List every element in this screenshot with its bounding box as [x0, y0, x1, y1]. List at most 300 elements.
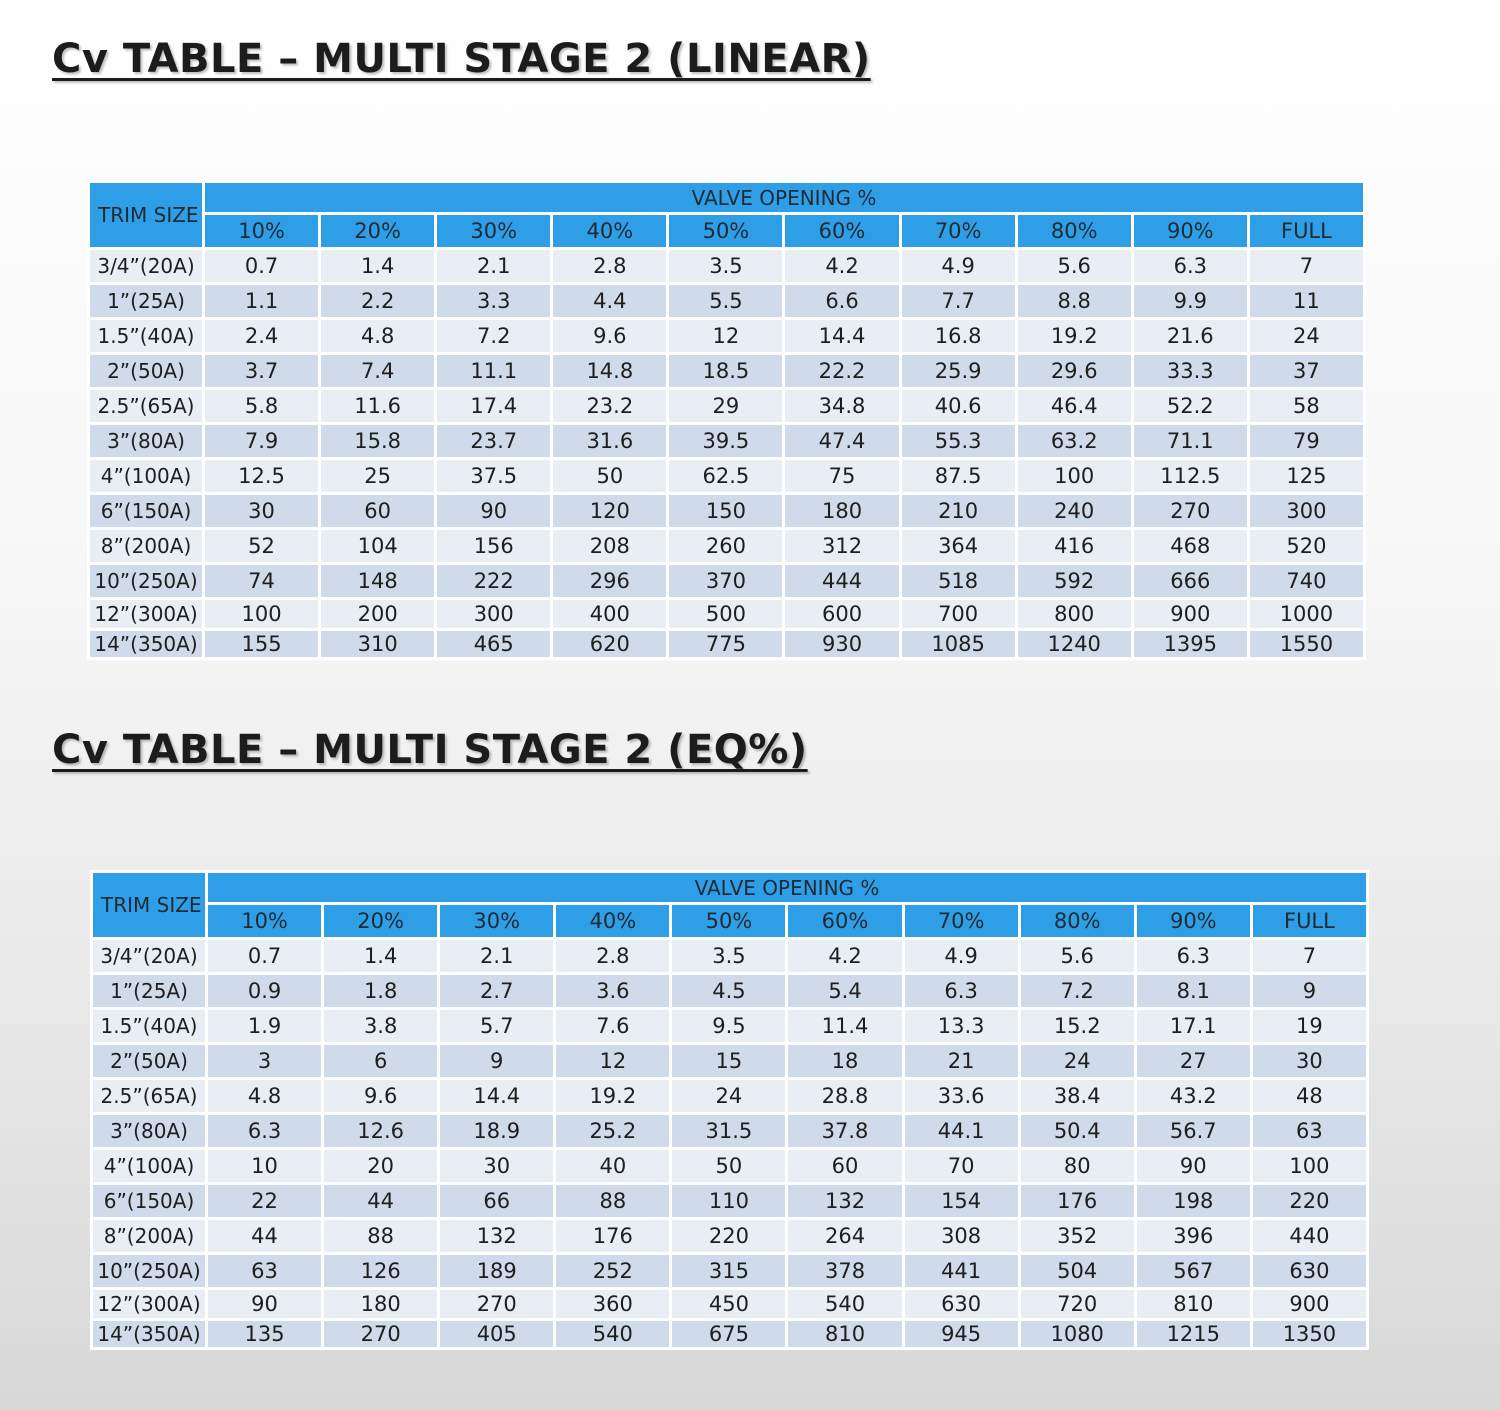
cv-value-cell: 23.7 — [437, 425, 550, 457]
cv-value-cell: 7.2 — [437, 320, 550, 352]
table-row — [90, 460, 1363, 492]
column-header: 70% — [905, 905, 1018, 937]
column-header: 50% — [672, 905, 785, 937]
cv-value-cell: 24 — [1250, 320, 1363, 352]
column-header: 90% — [1134, 215, 1247, 247]
trim-size-cell: 8”(200A) — [90, 530, 202, 562]
cv-value-cell: 440 — [1253, 1220, 1366, 1252]
cv-value-cell: 4.4 — [553, 285, 666, 317]
cv-value-cell: 25 — [321, 460, 434, 492]
cv-value-cell: 46.4 — [1018, 390, 1131, 422]
column-header: 40% — [553, 215, 666, 247]
cv-value-cell: 312 — [785, 530, 898, 562]
trim-size-cell: 12”(300A) — [90, 600, 202, 628]
cv-value-cell: 60 — [788, 1150, 901, 1182]
cv-value-cell: 34.8 — [785, 390, 898, 422]
cv-value-cell: 126 — [324, 1255, 437, 1287]
cv-value-cell: 56.7 — [1137, 1115, 1250, 1147]
cv-value-cell: 27 — [1137, 1045, 1250, 1077]
trim-size-cell: 2.5”(65A) — [90, 390, 202, 422]
cv-value-cell: 3 — [208, 1045, 321, 1077]
cv-value-cell: 567 — [1137, 1255, 1250, 1287]
cv-value-cell: 504 — [1021, 1255, 1134, 1287]
cv-value-cell: 1.4 — [321, 250, 434, 282]
column-header: 90% — [1137, 905, 1250, 937]
cv-value-cell: 12 — [556, 1045, 669, 1077]
cv-value-cell: 18 — [788, 1045, 901, 1077]
cv-value-cell: 22 — [208, 1185, 321, 1217]
table-row — [93, 940, 1366, 972]
cv-value-cell: 1215 — [1137, 1321, 1250, 1347]
cv-value-cell: 600 — [785, 600, 898, 628]
table-row — [93, 1220, 1366, 1252]
cv-value-cell: 15 — [672, 1045, 785, 1077]
cv-value-cell: 198 — [1137, 1185, 1250, 1217]
cv-value-cell: 100 — [1018, 460, 1131, 492]
cv-value-cell: 31.6 — [553, 425, 666, 457]
cv-value-cell: 15.8 — [321, 425, 434, 457]
cv-value-cell: 14.4 — [785, 320, 898, 352]
cv-value-cell: 7 — [1253, 940, 1366, 972]
cv-value-cell: 63 — [208, 1255, 321, 1287]
cv-value-cell: 43.2 — [1137, 1080, 1250, 1112]
cv-value-cell: 37.5 — [437, 460, 550, 492]
cv-value-cell: 21.6 — [1134, 320, 1247, 352]
cv-value-cell: 58 — [1250, 390, 1363, 422]
valve-opening-header: VALVE OPENING % — [205, 183, 1363, 212]
cv-value-cell: 270 — [1134, 495, 1247, 527]
cv-value-cell: 1.9 — [208, 1010, 321, 1042]
cv-value-cell: 66 — [440, 1185, 553, 1217]
cv-value-cell: 25.9 — [902, 355, 1015, 387]
cv-value-cell: 7.4 — [321, 355, 434, 387]
cv-value-cell: 28.8 — [788, 1080, 901, 1112]
cv-value-cell: 125 — [1250, 460, 1363, 492]
cv-value-cell: 468 — [1134, 530, 1247, 562]
cv-value-cell: 775 — [669, 631, 782, 657]
cv-value-cell: 90 — [437, 495, 550, 527]
cv-value-cell: 4.5 — [672, 975, 785, 1007]
trim-size-cell: 10”(250A) — [90, 565, 202, 597]
cv-value-cell: 7.6 — [556, 1010, 669, 1042]
cv-value-cell: 200 — [321, 600, 434, 628]
table-row — [90, 631, 1363, 657]
cv-value-cell: 6.3 — [208, 1115, 321, 1147]
cv-value-cell: 156 — [437, 530, 550, 562]
cv-value-cell: 16.8 — [902, 320, 1015, 352]
cv-value-cell: 12.5 — [205, 460, 318, 492]
cv-value-cell: 800 — [1018, 600, 1131, 628]
cv-value-cell: 900 — [1253, 1290, 1366, 1318]
cv-value-cell: 810 — [1137, 1290, 1250, 1318]
cv-value-cell: 518 — [902, 565, 1015, 597]
cv-value-cell: 315 — [672, 1255, 785, 1287]
cv-value-cell: 444 — [785, 565, 898, 597]
cv-value-cell: 90 — [1137, 1150, 1250, 1182]
cv-value-cell: 1080 — [1021, 1321, 1134, 1347]
cv-value-cell: 132 — [440, 1220, 553, 1252]
cv-value-cell: 79 — [1250, 425, 1363, 457]
cv-value-cell: 5.5 — [669, 285, 782, 317]
table-row — [93, 1080, 1366, 1112]
cv-table-eq — [90, 870, 1369, 1350]
cv-value-cell: 5.7 — [440, 1010, 553, 1042]
cv-value-cell: 19.2 — [556, 1080, 669, 1112]
cv-value-cell: 7.9 — [205, 425, 318, 457]
cv-value-cell: 29.6 — [1018, 355, 1131, 387]
cv-value-cell: 120 — [553, 495, 666, 527]
cv-value-cell: 520 — [1250, 530, 1363, 562]
cv-value-cell: 396 — [1137, 1220, 1250, 1252]
cv-value-cell: 22.2 — [785, 355, 898, 387]
column-header: 60% — [785, 215, 898, 247]
trim-size-header: TRIM SIZE — [90, 183, 202, 247]
cv-value-cell: 148 — [321, 565, 434, 597]
cv-value-cell: 132 — [788, 1185, 901, 1217]
cv-value-cell: 44.1 — [905, 1115, 1018, 1147]
trim-size-header: TRIM SIZE — [93, 873, 205, 937]
cv-value-cell: 5.6 — [1021, 940, 1134, 972]
column-header: 50% — [669, 215, 782, 247]
cv-value-cell: 9.5 — [672, 1010, 785, 1042]
cv-value-cell: 260 — [669, 530, 782, 562]
column-header: 20% — [321, 215, 434, 247]
cv-value-cell: 62.5 — [669, 460, 782, 492]
cv-value-cell: 2.1 — [437, 250, 550, 282]
trim-size-cell: 1”(25A) — [90, 285, 202, 317]
cv-value-cell: 70 — [905, 1150, 1018, 1182]
cv-value-cell: 270 — [440, 1290, 553, 1318]
cv-value-cell: 9 — [1253, 975, 1366, 1007]
cv-value-cell: 0.7 — [205, 250, 318, 282]
table-title-linear: Cv TABLE – MULTI STAGE 2 (LINEAR) — [52, 36, 871, 82]
cv-value-cell: 630 — [1253, 1255, 1366, 1287]
cv-value-cell: 1.8 — [324, 975, 437, 1007]
cv-value-cell: 20 — [324, 1150, 437, 1182]
cv-value-cell: 50 — [672, 1150, 785, 1182]
cv-value-cell: 945 — [905, 1321, 1018, 1347]
cv-value-cell: 14.4 — [440, 1080, 553, 1112]
cv-value-cell: 4.8 — [321, 320, 434, 352]
table-row — [90, 530, 1363, 562]
cv-value-cell: 4.9 — [902, 250, 1015, 282]
cv-value-cell: 37 — [1250, 355, 1363, 387]
trim-size-cell: 1.5”(40A) — [93, 1010, 205, 1042]
cv-value-cell: 930 — [785, 631, 898, 657]
cv-value-cell: 6.3 — [1134, 250, 1247, 282]
cv-value-cell: 220 — [1253, 1185, 1366, 1217]
cv-value-cell: 3.5 — [672, 940, 785, 972]
cv-value-cell: 416 — [1018, 530, 1131, 562]
cv-value-cell: 87.5 — [902, 460, 1015, 492]
cv-value-cell: 3.6 — [556, 975, 669, 1007]
cv-value-cell: 4.2 — [788, 940, 901, 972]
cv-value-cell: 100 — [205, 600, 318, 628]
cv-value-cell: 154 — [905, 1185, 1018, 1217]
cv-value-cell: 900 — [1134, 600, 1247, 628]
cv-value-cell: 33.6 — [905, 1080, 1018, 1112]
cv-value-cell: 25.2 — [556, 1115, 669, 1147]
cv-value-cell: 0.7 — [208, 940, 321, 972]
cv-value-cell: 37.8 — [788, 1115, 901, 1147]
cv-value-cell: 24 — [672, 1080, 785, 1112]
cv-value-cell: 112.5 — [1134, 460, 1247, 492]
cv-value-cell: 264 — [788, 1220, 901, 1252]
table-row — [90, 390, 1363, 422]
cv-value-cell: 2.2 — [321, 285, 434, 317]
trim-size-cell: 4”(100A) — [93, 1150, 205, 1182]
cv-value-cell: 30 — [440, 1150, 553, 1182]
cv-value-cell: 52.2 — [1134, 390, 1247, 422]
cv-value-cell: 252 — [556, 1255, 669, 1287]
table-row — [90, 425, 1363, 457]
table-row — [93, 1045, 1366, 1077]
cv-value-cell: 441 — [905, 1255, 1018, 1287]
cv-value-cell: 3.3 — [437, 285, 550, 317]
cv-value-cell: 30 — [1253, 1045, 1366, 1077]
cv-value-cell: 18.5 — [669, 355, 782, 387]
cv-value-cell: 155 — [205, 631, 318, 657]
cv-value-cell: 240 — [1018, 495, 1131, 527]
table-row — [93, 1321, 1366, 1347]
cv-value-cell: 75 — [785, 460, 898, 492]
cv-value-cell: 23.2 — [553, 390, 666, 422]
cv-value-cell: 15.2 — [1021, 1010, 1134, 1042]
trim-size-cell: 4”(100A) — [90, 460, 202, 492]
cv-value-cell: 11.4 — [788, 1010, 901, 1042]
cv-value-cell: 1350 — [1253, 1321, 1366, 1347]
cv-value-cell: 12.6 — [324, 1115, 437, 1147]
cv-value-cell: 90 — [208, 1290, 321, 1318]
cv-value-cell: 176 — [556, 1220, 669, 1252]
cv-value-cell: 80 — [1021, 1150, 1134, 1182]
cv-value-cell: 11.6 — [321, 390, 434, 422]
cv-value-cell: 33.3 — [1134, 355, 1247, 387]
table-row — [93, 1115, 1366, 1147]
cv-value-cell: 10 — [208, 1150, 321, 1182]
column-header: 30% — [440, 905, 553, 937]
cv-value-cell: 29 — [669, 390, 782, 422]
cv-value-cell: 4.9 — [905, 940, 1018, 972]
cv-value-cell: 18.9 — [440, 1115, 553, 1147]
cv-value-cell: 1550 — [1250, 631, 1363, 657]
cv-value-cell: 11 — [1250, 285, 1363, 317]
cv-value-cell: 270 — [324, 1321, 437, 1347]
cv-value-cell: 2.8 — [556, 940, 669, 972]
cv-value-cell: 5.6 — [1018, 250, 1131, 282]
cv-value-cell: 88 — [556, 1185, 669, 1217]
trim-size-cell: 1.5”(40A) — [90, 320, 202, 352]
cv-value-cell: 9.6 — [553, 320, 666, 352]
cv-value-cell: 2.8 — [553, 250, 666, 282]
cv-value-cell: 13.3 — [905, 1010, 1018, 1042]
cv-value-cell: 52 — [205, 530, 318, 562]
valve-opening-header: VALVE OPENING % — [208, 873, 1366, 902]
table-row — [93, 1290, 1366, 1318]
cv-value-cell: 364 — [902, 530, 1015, 562]
trim-size-cell: 2”(50A) — [90, 355, 202, 387]
cv-value-cell: 60 — [321, 495, 434, 527]
cv-value-cell: 210 — [902, 495, 1015, 527]
cv-value-cell: 308 — [905, 1220, 1018, 1252]
cv-value-cell: 180 — [324, 1290, 437, 1318]
cv-value-cell: 1.1 — [205, 285, 318, 317]
cv-value-cell: 9.6 — [324, 1080, 437, 1112]
cv-value-cell: 1395 — [1134, 631, 1247, 657]
cv-value-cell: 370 — [669, 565, 782, 597]
cv-value-cell: 592 — [1018, 565, 1131, 597]
cv-value-cell: 310 — [321, 631, 434, 657]
cv-value-cell: 8.8 — [1018, 285, 1131, 317]
cv-value-cell: 500 — [669, 600, 782, 628]
table-row — [90, 565, 1363, 597]
cv-value-cell: 17.1 — [1137, 1010, 1250, 1042]
column-header: 30% — [437, 215, 550, 247]
cv-value-cell: 4.8 — [208, 1080, 321, 1112]
cv-value-cell: 3.8 — [324, 1010, 437, 1042]
cv-value-cell: 30 — [205, 495, 318, 527]
cv-value-cell: 19 — [1253, 1010, 1366, 1042]
cv-value-cell: 465 — [437, 631, 550, 657]
cv-value-cell: 296 — [553, 565, 666, 597]
cv-value-cell: 1240 — [1018, 631, 1131, 657]
trim-size-cell: 12”(300A) — [93, 1290, 205, 1318]
cv-value-cell: 17.4 — [437, 390, 550, 422]
cv-value-cell: 1085 — [902, 631, 1015, 657]
cv-value-cell: 74 — [205, 565, 318, 597]
cv-value-cell: 44 — [208, 1220, 321, 1252]
trim-size-cell: 14”(350A) — [93, 1321, 205, 1347]
cv-value-cell: 63 — [1253, 1115, 1366, 1147]
cv-value-cell: 21 — [905, 1045, 1018, 1077]
cv-value-cell: 8.1 — [1137, 975, 1250, 1007]
column-header: 10% — [205, 215, 318, 247]
trim-size-cell: 2”(50A) — [93, 1045, 205, 1077]
column-header: 40% — [556, 905, 669, 937]
cv-value-cell: 6.3 — [1137, 940, 1250, 972]
cv-value-cell: 2.1 — [440, 940, 553, 972]
cv-value-cell: 300 — [437, 600, 550, 628]
cv-value-cell: 19.2 — [1018, 320, 1131, 352]
table-row — [93, 1185, 1366, 1217]
trim-size-cell: 8”(200A) — [93, 1220, 205, 1252]
cv-value-cell: 360 — [556, 1290, 669, 1318]
trim-size-cell: 3”(80A) — [90, 425, 202, 457]
cv-value-cell: 300 — [1250, 495, 1363, 527]
cv-value-cell: 50.4 — [1021, 1115, 1134, 1147]
trim-size-cell: 3”(80A) — [93, 1115, 205, 1147]
column-header: 70% — [902, 215, 1015, 247]
trim-size-cell: 10”(250A) — [93, 1255, 205, 1287]
cv-value-cell: 24 — [1021, 1045, 1134, 1077]
cv-value-cell: 700 — [902, 600, 1015, 628]
cv-value-cell: 5.8 — [205, 390, 318, 422]
column-header: 60% — [788, 905, 901, 937]
cv-value-cell: 176 — [1021, 1185, 1134, 1217]
column-header: 80% — [1018, 215, 1131, 247]
cv-value-cell: 31.5 — [672, 1115, 785, 1147]
table-row — [93, 1150, 1366, 1182]
cv-value-cell: 666 — [1134, 565, 1247, 597]
column-header: 80% — [1021, 905, 1134, 937]
cv-value-cell: 180 — [785, 495, 898, 527]
cv-value-cell: 14.8 — [553, 355, 666, 387]
cv-value-cell: 150 — [669, 495, 782, 527]
cv-value-cell: 352 — [1021, 1220, 1134, 1252]
cv-value-cell: 222 — [437, 565, 550, 597]
trim-size-cell: 2.5”(65A) — [93, 1080, 205, 1112]
column-header: FULL — [1250, 215, 1363, 247]
cv-value-cell: 40 — [556, 1150, 669, 1182]
cv-value-cell: 1.4 — [324, 940, 437, 972]
cv-value-cell: 1000 — [1250, 600, 1363, 628]
cv-value-cell: 3.7 — [205, 355, 318, 387]
cv-value-cell: 450 — [672, 1290, 785, 1318]
cv-value-cell: 71.1 — [1134, 425, 1247, 457]
cv-value-cell: 135 — [208, 1321, 321, 1347]
cv-value-cell: 39.5 — [669, 425, 782, 457]
table-row — [93, 1255, 1366, 1287]
cv-value-cell: 540 — [788, 1290, 901, 1318]
cv-value-cell: 6.3 — [905, 975, 1018, 1007]
cv-value-cell: 50 — [553, 460, 666, 492]
cv-value-cell: 100 — [1253, 1150, 1366, 1182]
cv-value-cell: 4.2 — [785, 250, 898, 282]
cv-value-cell: 7 — [1250, 250, 1363, 282]
cv-value-cell: 400 — [553, 600, 666, 628]
cv-value-cell: 7.2 — [1021, 975, 1134, 1007]
table-row — [90, 250, 1363, 282]
cv-value-cell: 44 — [324, 1185, 437, 1217]
cv-value-cell: 620 — [553, 631, 666, 657]
trim-size-cell: 1”(25A) — [93, 975, 205, 1007]
cv-value-cell: 810 — [788, 1321, 901, 1347]
cv-value-cell: 2.7 — [440, 975, 553, 1007]
table-row — [90, 320, 1363, 352]
trim-size-cell: 6”(150A) — [90, 495, 202, 527]
trim-size-cell: 3/4”(20A) — [93, 940, 205, 972]
table-row — [93, 975, 1366, 1007]
cv-value-cell: 88 — [324, 1220, 437, 1252]
table-title-eq: Cv TABLE – MULTI STAGE 2 (EQ%) — [52, 727, 808, 773]
cv-value-cell: 63.2 — [1018, 425, 1131, 457]
cv-value-cell: 47.4 — [785, 425, 898, 457]
trim-size-cell: 6”(150A) — [93, 1185, 205, 1217]
cv-value-cell: 675 — [672, 1321, 785, 1347]
cv-value-cell: 208 — [553, 530, 666, 562]
cv-value-cell: 405 — [440, 1321, 553, 1347]
cv-value-cell: 540 — [556, 1321, 669, 1347]
table-row — [90, 495, 1363, 527]
table-row — [90, 600, 1363, 628]
cv-value-cell: 38.4 — [1021, 1080, 1134, 1112]
cv-value-cell: 12 — [669, 320, 782, 352]
cv-value-cell: 189 — [440, 1255, 553, 1287]
cv-value-cell: 378 — [788, 1255, 901, 1287]
cv-value-cell: 104 — [321, 530, 434, 562]
cv-value-cell: 720 — [1021, 1290, 1134, 1318]
table-row — [90, 285, 1363, 317]
cv-value-cell: 7.7 — [902, 285, 1015, 317]
table-row — [90, 355, 1363, 387]
cv-value-cell: 48 — [1253, 1080, 1366, 1112]
table-row — [93, 1010, 1366, 1042]
cv-value-cell: 55.3 — [902, 425, 1015, 457]
trim-size-cell: 14”(350A) — [90, 631, 202, 657]
cv-value-cell: 9.9 — [1134, 285, 1247, 317]
cv-value-cell: 110 — [672, 1185, 785, 1217]
cv-value-cell: 6.6 — [785, 285, 898, 317]
